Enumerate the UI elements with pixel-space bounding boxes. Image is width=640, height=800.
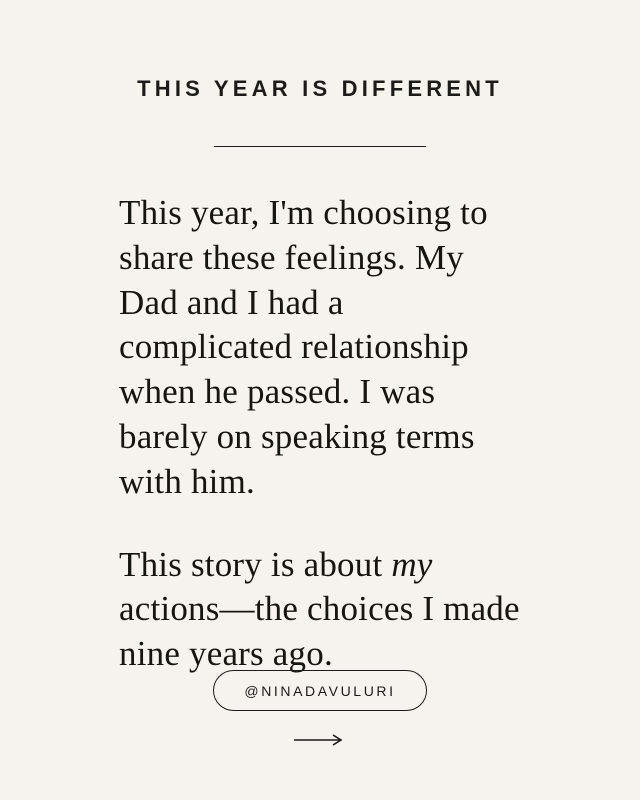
paragraph-2-text-part-2: actions—the choices I made nine years ago.	[119, 589, 520, 674]
arrow-right-icon[interactable]	[292, 733, 348, 752]
paragraph-2-text-part-1: This story is about	[119, 544, 392, 584]
page-title: THIS YEAR IS DIFFERENT	[137, 76, 503, 101]
card-footer	[0, 670, 640, 752]
paragraph-2	[119, 543, 521, 677]
author-handle-pill[interactable]: @NINADAVULURI	[213, 670, 426, 711]
body-text	[55, 191, 585, 677]
paragraph-2-emphasis: my	[391, 544, 433, 584]
paragraph-1	[119, 191, 521, 505]
title-divider	[214, 146, 426, 147]
paragraph-1-text: This year, I'm choosing to share these feelings. My Dad and I had a complicated relationship when he passed. I was barely on speaking terms with him.	[119, 193, 488, 501]
